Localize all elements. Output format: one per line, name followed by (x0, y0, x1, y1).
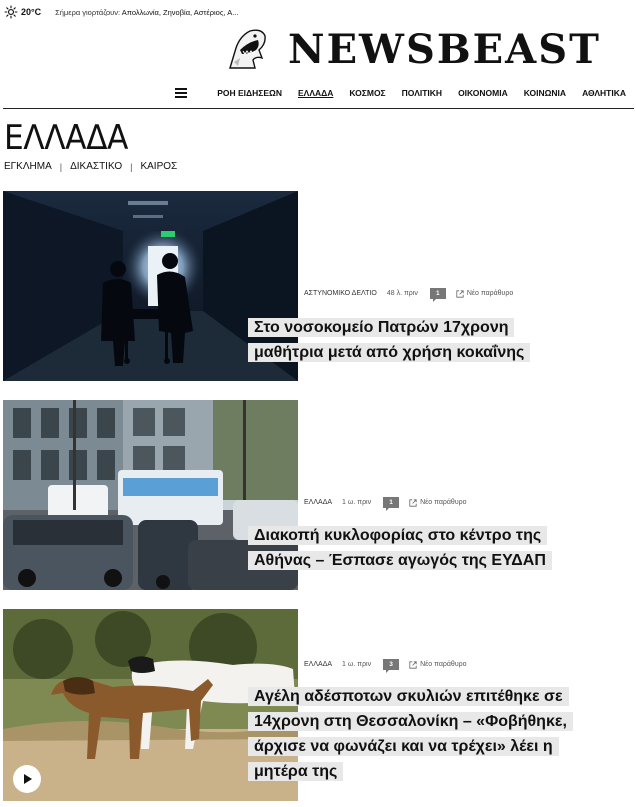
header-divider (3, 108, 634, 109)
sun-icon (4, 5, 18, 19)
comment-count-badge[interactable]: 3 (383, 659, 399, 670)
article-headline[interactable] (248, 684, 573, 784)
new-window-label: Νέο παράθυρο (466, 290, 514, 297)
headline-line: Αθήνας – Έσπασε αγωγός της ΕΥΔΑΠ (248, 551, 552, 570)
subnav-item-kairos[interactable]: ΚΑΙΡΟΣ (140, 161, 178, 172)
nav-item-athlitika[interactable]: ΑΘΛΗΤΙΚΑ (582, 88, 626, 98)
headline-line: Στο νοσοκομείο Πατρών 17χρονη (248, 318, 514, 337)
headline-line: μητέρα της (248, 762, 343, 781)
new-window-label: Νέο παράθυρο (420, 661, 467, 668)
new-window-link[interactable] (409, 499, 466, 507)
new-window-link[interactable] (456, 290, 513, 298)
external-link-icon (409, 661, 417, 669)
article-card[interactable] (3, 609, 633, 801)
play-video-button[interactable] (13, 765, 41, 793)
nameday[interactable] (55, 8, 238, 17)
article-headline[interactable] (248, 315, 530, 365)
top-bar (0, 0, 636, 24)
logo-wordmark: NEWSBEAST (288, 26, 601, 73)
headline-line: Αγέλη αδέσποτων σκυλιών επιτέθηκε σε (248, 687, 569, 706)
article-time: 48 λ. πριν (386, 290, 418, 297)
page-title: ΕΛΛΑΔΑ (4, 118, 128, 158)
temperature: 20°C (21, 7, 42, 17)
new-window-label: Νέο παράθυρο (420, 499, 467, 506)
weather-widget[interactable] (4, 5, 41, 19)
subnav-separator: | (130, 161, 133, 172)
article-time: 1 ω. πριν (342, 661, 372, 668)
nav-item-kosmos[interactable]: ΚΟΣΜΟΣ (349, 88, 386, 98)
article-time: 1 ω. πριν (342, 499, 372, 506)
play-icon (21, 773, 33, 785)
nav-item-politiki[interactable]: ΠΟΛΙΤΙΚΗ (401, 88, 443, 98)
site-logo[interactable] (226, 28, 601, 72)
subnav-item-dikastiko[interactable]: ΔΙΚΑΣΤΙΚΟ (70, 161, 123, 172)
nameday-label: Σήμερα γιορτάζουν: (55, 7, 121, 17)
article-meta (304, 288, 513, 299)
article-meta (304, 659, 467, 670)
external-link-icon (456, 290, 464, 298)
headline-line: Διακοπή κυκλοφορίας στο κέντρο της (248, 526, 547, 545)
article-category[interactable]: ΑΣΤΥΝΟΜΙΚΟ ΔΕΛΤΙΟ (304, 290, 377, 297)
article-card[interactable] (3, 400, 633, 590)
article-category[interactable]: ΕΛΛΑΔΑ (304, 499, 333, 506)
nav-item-oikonomia[interactable]: ΟΙΚΟΝΟΜΙΑ (458, 88, 508, 98)
nameday-names: Απολλωνία, Ζηνοβία, Αστέριος, Α... (121, 7, 239, 17)
section-subnav (4, 161, 177, 172)
external-link-icon (409, 499, 417, 507)
nav-item-roh[interactable]: ΡΟΗ ΕΙΔΗΣΕΩΝ (217, 88, 282, 98)
article-card[interactable] (3, 191, 633, 381)
subnav-separator: | (59, 161, 63, 172)
article-meta (304, 497, 467, 508)
nav-item-koinonia[interactable]: ΚΟΙΝΩΝΙΑ (523, 88, 567, 98)
headline-line: άρχισε να φωνάζει και να τρέχει» λέει η (248, 737, 559, 756)
article-category[interactable]: ΕΛΛΑΔΑ (304, 661, 333, 668)
article-headline[interactable] (248, 523, 552, 573)
comment-count-badge[interactable]: 1 (383, 497, 399, 508)
nav-item-ellada[interactable]: ΕΛΛΑΔΑ (298, 88, 334, 98)
headline-line: 14χρονη στη Θεσσαλονίκη – «Φοβήθηκε, (248, 712, 573, 731)
headline-line: μαθήτρια μετά από χρήση κοκαΐνης (248, 343, 530, 362)
hamburger-menu-icon[interactable] (175, 88, 187, 98)
main-nav (0, 84, 636, 102)
subnav-item-egklima[interactable]: ΕΓΚΛΗΜΑ (4, 161, 52, 172)
shark-icon (226, 28, 268, 72)
comment-count-badge[interactable]: 1 (430, 288, 446, 299)
new-window-link[interactable] (409, 661, 466, 669)
